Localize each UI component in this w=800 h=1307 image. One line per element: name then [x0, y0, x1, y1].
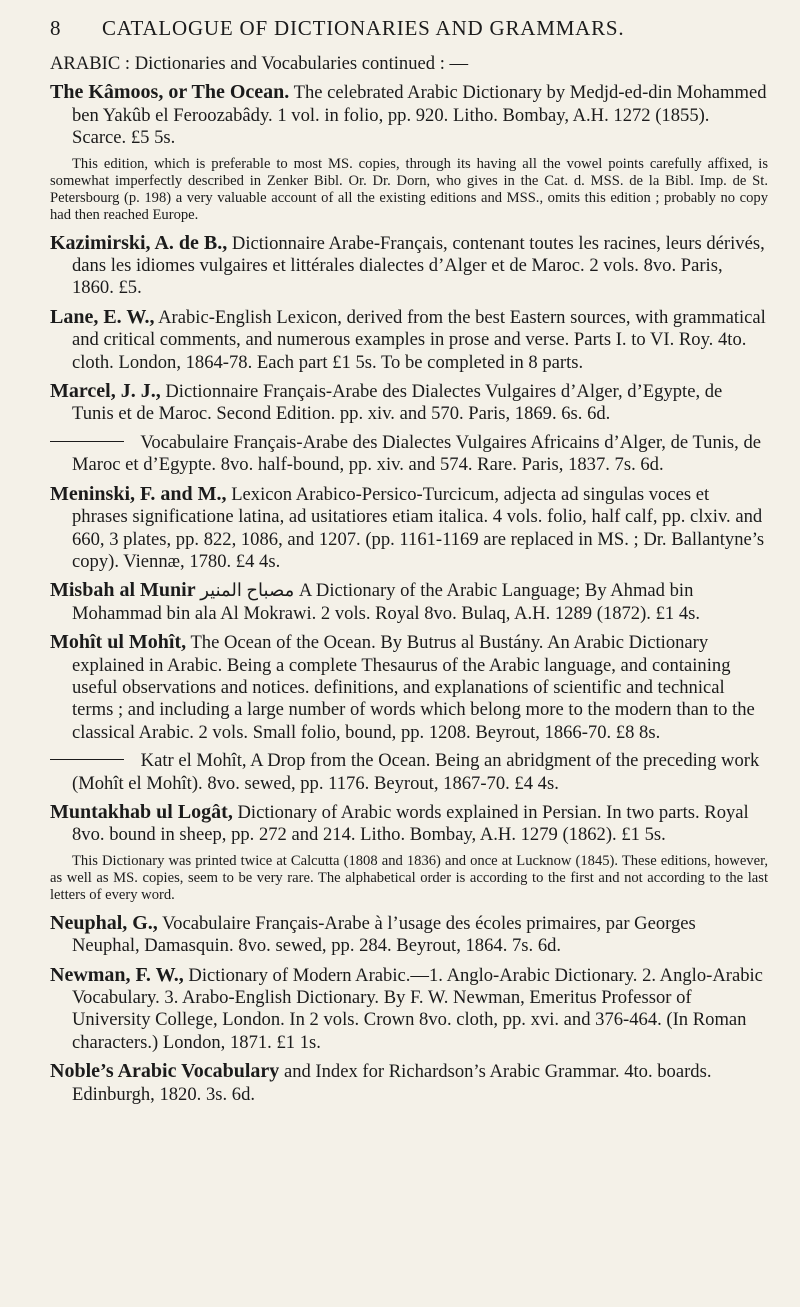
entry-text: Dictionnaire Français-Arabe des Dialectes Vulgaires d’Alger, d’Egypte, de Tunis et de Maroc. Second Edition. pp. xiv. and 570. Paris, 1869. 6s. 6d. — [72, 381, 723, 425]
entry-note: This Dictionary was printed twice at Calcutta (1808 and 1836) and once at Lucknow (1845). These editions, however, as well as MS. copies, seem to be very rare. The alphabetical order is according to the first and not according to the last letters of every word. — [50, 852, 768, 903]
catalogue-entry — [50, 432, 768, 477]
entry-title: Muntakhab ul Logât, — [50, 800, 233, 823]
entry-title: Meninski, F. and M., — [50, 482, 227, 505]
entry-text: Arabic-English Lexicon, derived from the best Eastern sources, with grammatical and critical comments, and numerous examples in prose and verse. Parts I. to VI. Roy. 4to. cloth. London, 1864-78. Each part £1 5s. To be completed in 8 parts. — [72, 306, 766, 373]
entry-text: Katr el Mohît, A Drop from the Ocean. Being an abridgment of the preceding work (Mohît el Mohît). 8vo. sewed, pp. 1176. Beyrout, 1867-70. £4 4s. — [72, 750, 760, 794]
entry-text: A Dictionary of the Arabic Language; By Ahmad bin Mohammad bin ala Al Mokrawi. 2 vols. Royal 8vo. Bulaq, A.H. 1289 (1872). £1 4s. — [72, 580, 701, 624]
catalogue-entry — [50, 964, 768, 1055]
page-title: CATALOGUE OF DICTIONARIES AND GRAMMARS. — [102, 16, 625, 40]
entry-text: Dictionary of Modern Arabic.—1. Anglo-Arabic Dictionary. 2. Anglo-Arabic Vocabulary. 3. Arabo-English Dictionary. By F. W. Newman, Emeritus Professor of University College, London. In 2 vols. Crown 8vo. cloth, pp. xvi. and 376-464. (In Roman characters.) London, 1871. £1 1s. — [72, 964, 763, 1053]
entry-title: Neuphal, G., — [50, 911, 158, 934]
catalogue-entry — [50, 232, 768, 300]
entry-arabic-title: مصباح المنير — [200, 580, 295, 601]
catalogue-entry — [50, 912, 768, 958]
catalogue-entry — [50, 631, 768, 744]
page-header — [50, 16, 768, 41]
entry-text: Vocabulaire Français-Arabe à l’usage des écoles primaires, par Georges Neuphal, Damasquin. 8vo. sewed, pp. 284. Beyrout, 1864. 7s. 6d. — [72, 912, 696, 957]
catalogue-entry — [50, 750, 768, 795]
catalogue-entry — [50, 1060, 768, 1106]
entry-title: Lane, E. W., — [50, 305, 155, 328]
page-number: 8 — [50, 16, 62, 40]
entry-title: Kazimirski, A. de B., — [50, 231, 228, 254]
ditto-dash — [50, 441, 124, 442]
entry-title: Misbah al Munir — [50, 579, 196, 602]
entry-title: Mohît ul Mohît, — [50, 631, 187, 654]
entry-title: The Kâmoos, or The Ocean. — [50, 81, 290, 104]
ditto-dash — [50, 759, 124, 760]
entry-text: Lexicon Arabico-Persico-Turcicum, adjecta ad singulas voces et phrases significatione latina, ad usitatiores etiam italica. 4 vols. folio, half calf, pp. clxiv. and 660, 3 plates, pp. 822, 1086, and 1207. (pp. 1161-1169 are replaced in MS. ; Dr. Ballantyne’s copy). Viennæ, 1780. £4 4s. — [72, 483, 765, 572]
entry-title: Noble’s Arabic Vocabulary — [50, 1060, 280, 1083]
entry-text: Dictionary of Arabic words explained in Persian. In two parts. Royal 8vo. bound in sheep, pp. 272 and 214. Litho. Bombay, A.H. 1279 (1862). £1 5s. — [72, 801, 749, 846]
entry-text: Vocabulaire Français-Arabe des Dialectes Vulgaires Africains d’Alger, de Tunis, de Maroc et d’Egypte. 8vo. half-bound, pp. xiv. and 574. Rare. Paris, 1837. 7s. 6d. — [72, 431, 761, 476]
entry-title: Newman, F. W., — [50, 963, 184, 986]
entry-text: and Index for Richardson’s Arabic Grammar. 4to. boards. Edinburgh, 1820. 3s. 6d. — [72, 1061, 712, 1105]
entry-title: Marcel, J. J., — [50, 380, 161, 403]
catalogue-entry — [50, 801, 768, 847]
section-label: ARABIC : — [50, 53, 131, 74]
entry-text: Dictionnaire Arabe-Français, contenant toutes les racines, leurs dérivés, dans les idiomes vulgaires et littérales dialectes d’Alger et de Maroc. 2 vols. 8vo. Paris, 1860. £5. — [72, 232, 765, 299]
catalogue-entry — [50, 579, 768, 625]
entry-text: The celebrated Arabic Dictionary by Medjd-ed-din Mohammed ben Yakûb el Feroozabâdy. 1 vol. in folio, pp. 920. Litho. Bombay, A.H. 1272 (1855). Scarce. £5 5s. — [72, 82, 767, 149]
entry-note: This edition, which is preferable to most MS. copies, through its having all the vowel points carefully affixed, is somewhat imperfectly described in Zenker Bibl. Or. Dr. Dorn, who gives in the Cat. d. MSS. de la Bibl. Imp. de St. Petersbourg (p. 198) a very valuable account of all the existing editions and MSS., omits this edition ; probably no copy had then reached Europe. — [50, 155, 768, 223]
catalogue-entry — [50, 306, 768, 374]
catalogue-entry — [50, 483, 768, 574]
entry-text: The Ocean of the Ocean. By Butrus al Bustány. An Arabic Dictionary explained in Arabic. Being a complete Thesaurus of the Arabic language, and containing useful observations and notices. definitions, and explanations of scientific and technical terms ; and including a large number of words which belong more to the modern than to the classical Arabic. 2 vols. Small folio, bound, pp. 1208. Beyrout, 1866-70. £8 8s. — [72, 632, 755, 743]
catalogue-entry — [50, 380, 768, 426]
section-subheading: Dictionaries and Vocabularies continued : — — [134, 53, 469, 74]
catalogue-entry — [50, 81, 768, 149]
section-heading — [50, 53, 768, 75]
